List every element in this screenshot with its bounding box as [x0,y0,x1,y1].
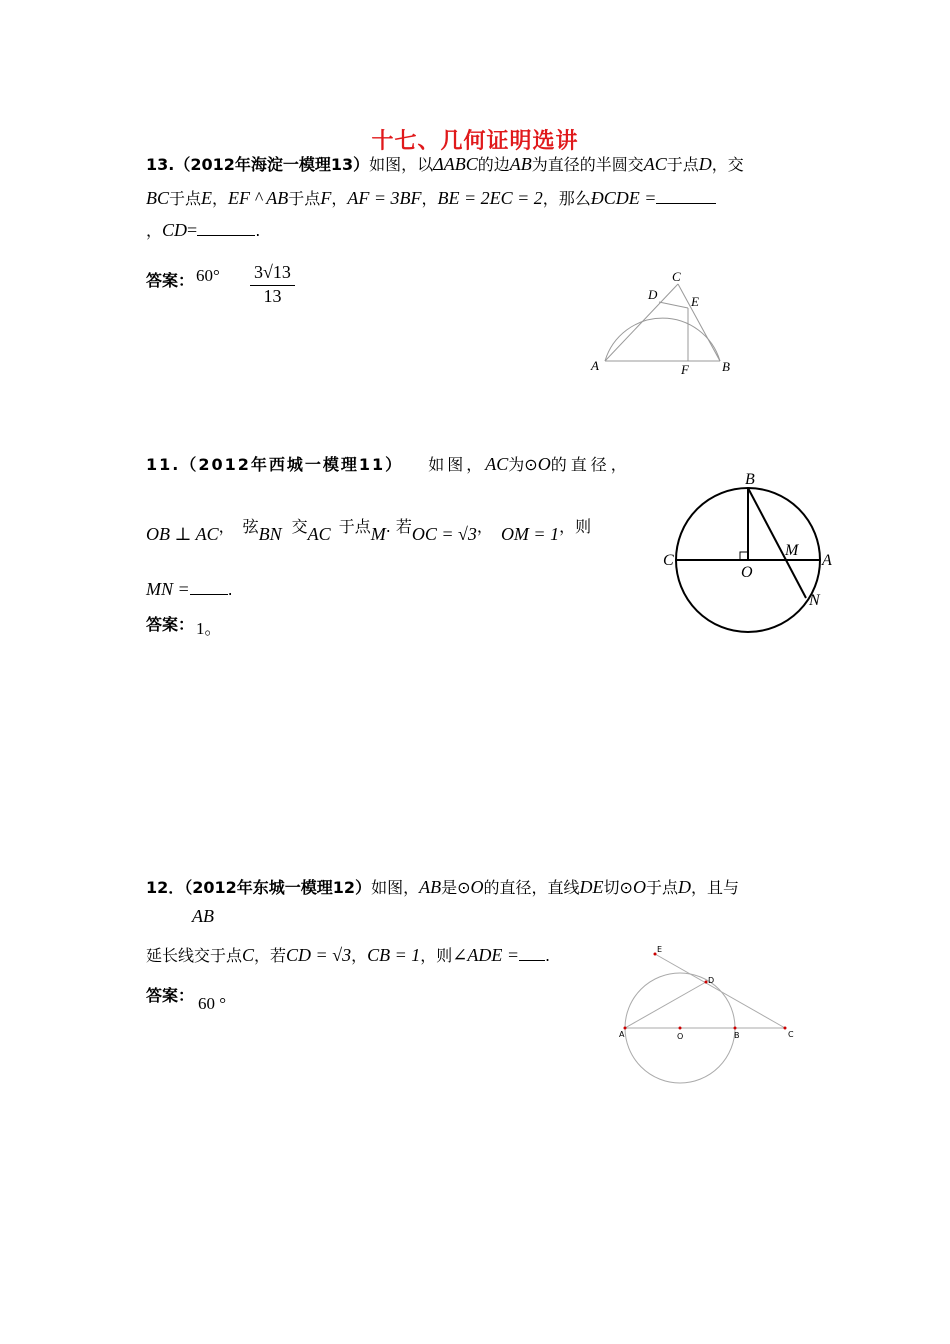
q13-text: 如图，以 [369,155,434,174]
q11-figure [655,465,845,640]
q13-line-de [659,302,688,308]
q12-line3 [146,943,550,966]
q11-ac: AC [485,454,509,474]
q13-ef-perp: EF ^ AB [228,188,289,208]
q13-af: AF = 3BF [347,188,422,208]
q13-be: BE = 2EC = 2 [437,188,543,208]
q11-line3 [146,578,233,600]
q13-text: 于点 [288,189,321,208]
q12-label-o: O [677,1032,684,1041]
q13-text: ， [331,189,348,208]
q11-label-o: O [741,564,753,581]
q12-angle: ∠ADE = [452,945,519,965]
q11-bn: BN [258,524,282,544]
q13-answer-denominator: 13 [263,286,282,306]
q12-point-d: D [677,877,691,897]
q13-text: ， [146,221,163,240]
q12-de: DE [579,877,604,897]
q12-label-b: B [734,1031,740,1040]
q13-label-f: F [681,362,689,377]
q13-line3 [146,218,260,241]
q13-text: ，交 [711,155,744,174]
q13-answer-numerator: 3√13 [250,262,295,286]
q12-label-d: D [708,976,715,985]
q12-text: ，若 [254,946,287,965]
q12-text: . [544,946,551,965]
q13-label-a: A [591,358,599,373]
q13-line-ac [605,284,678,361]
q11-o: O [537,454,551,474]
q11-label-n: N [809,592,820,609]
q13-ac: AC [643,154,667,174]
q12-text: 的直径，直线 [483,878,580,897]
q12-point-c: C [242,945,255,965]
q11-text: ， [218,517,235,536]
q12-o: O [470,877,484,897]
q12-text: ，则 [420,946,453,965]
q13-ab: AB [509,154,532,174]
q11-ac2: AC [307,524,331,544]
q11-m: M [370,524,386,544]
q11-text: 如图， [428,455,486,474]
q13-answer-blank-2 [197,219,255,236]
q11-text: 弦 [242,517,259,536]
q13-answer-1: 60° [196,266,220,285]
q13-text: ，那么 [542,189,591,208]
q11-answer: 1。 [196,619,222,638]
q11-label-b: B [745,471,755,488]
q13-label-c: C [672,269,681,284]
q13-label-b: B [722,359,730,374]
q11-label-m: M [785,542,799,559]
q11-text: . 若 [385,517,412,536]
q12-line-ad [625,982,706,1028]
q13-label-e: E [691,294,699,309]
q11-answer-label: 答案： [146,615,195,634]
q13-text: 于点 [169,189,202,208]
q11-right-angle [740,552,748,560]
q11-text: ，则 [559,517,592,536]
q12-text: 切⊙ [603,878,633,897]
q11-mn: MN = [146,579,190,599]
q13-angle: ÐCDE = [590,188,657,208]
q12-line-ec [655,954,785,1028]
q12-text: 如图， [371,878,420,897]
q11-text: 的直径， [550,455,631,474]
q11-text: ， [476,517,493,536]
q11-text: . [227,580,233,599]
q11-label: 11.（2012年西城一模理11） [146,455,404,474]
q12-ab: AB [419,877,442,897]
q11-answer-blank [190,578,228,595]
q13-line1 [146,152,744,175]
q11-text: 交 [291,517,308,536]
q12-cd: CD = √3 [286,945,352,965]
q11-label-c: C [663,552,674,569]
q11-line2 [146,514,592,544]
q13-label-d: D [648,287,658,302]
q13-label: 13.（2012年海淀一模理13） [146,155,370,174]
q11-ob-perp: OB ⊥ AC [146,524,219,544]
q13-answer-2 [250,262,295,307]
q13-text: 为直径的半圆交 [531,155,644,174]
q12-answer: 60 ° [198,994,227,1013]
q13-semicircle [605,318,720,361]
q12-text: 是⊙ [441,878,471,897]
q12-ab2: AB [192,906,214,926]
q11-line1 [146,452,631,475]
q12-text: 延长线交于点 [146,946,243,965]
q13-answer-blank-1 [656,187,716,204]
q13-triangle: ΔABC [433,154,478,174]
q12-line1 [146,875,739,898]
q13-text: ， [421,189,438,208]
q11-label-a: A [822,552,832,569]
q12-point-b-dot [734,1027,737,1030]
q12-text: 于点 [645,878,678,897]
q12-point-c-dot [784,1027,787,1030]
q12-point-o-dot [679,1027,682,1030]
q13-line2 [146,186,716,209]
q12-label-c: C [788,1030,794,1039]
q13-point-d: D [698,154,712,174]
q12-answer-label: 答案： [146,986,195,1005]
q11-om: OM = 1 [500,524,560,544]
q12-text: ，且与 [690,878,739,897]
q12-label: 12．（2012年东城一模理12） [146,878,372,897]
q12-cb: CB = 1 [367,945,421,965]
q13-text: 的边 [477,155,510,174]
q11-text: 于点 [338,517,371,536]
page-title: 十七、几何证明选讲 [371,129,579,154]
q13-text: 于点 [666,155,699,174]
q12-line2 [192,906,214,927]
q12-label-a: A [619,1030,625,1039]
q13-point-e: E [201,188,213,208]
q12-label-e: E [657,945,663,954]
q12-o2: O [632,877,646,897]
q11-oc: OC = √3 [411,524,477,544]
q12-answer-blank [519,944,545,961]
q13-point-f: F [320,188,332,208]
q13-answer-label: 答案： [146,271,195,290]
q13-cd: CD [162,220,188,240]
q13-bc: BC [146,188,170,208]
q11-text: 为⊙ [508,455,538,474]
q13-figure [580,262,740,382]
q13-text: ， [212,189,229,208]
q12-figure [612,940,802,1085]
q12-text: ， [351,946,368,965]
q13-text: . [255,221,261,240]
q13-text: = [187,220,198,240]
